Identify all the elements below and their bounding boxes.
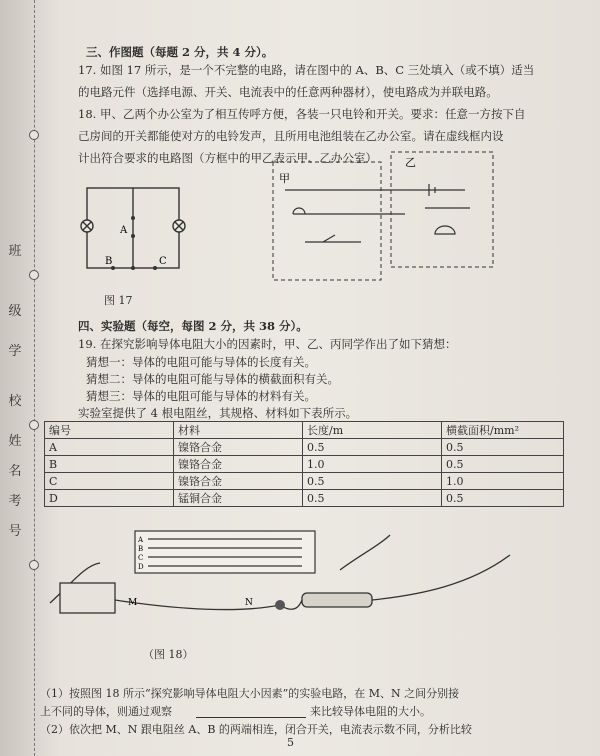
answer-blank[interactable] (196, 717, 306, 718)
resistance-wire-board (135, 531, 315, 573)
question-18-line: 18. 甲、乙两个办公室为了相互传呼方便，各装一只电铃和开关。要求：任意一方按下自 (78, 107, 526, 121)
svg-text:B: B (138, 545, 144, 553)
question-17-line: 的电路元件（选择电源、开关、电流表中的任意两种器材），使电路成为并联电路。 (78, 85, 498, 99)
table-cell: 0.5 (303, 473, 442, 490)
table-row (45, 473, 564, 490)
question-19-intro: 19. 在探究影响导体电阻大小的因素时，甲、乙、丙同学作出了如下猜想： (78, 337, 457, 351)
table-header: 长度/m (303, 422, 442, 439)
margin-char: 考 (8, 494, 22, 509)
table-cell: 1.0 (442, 473, 564, 490)
binding-line (34, 0, 36, 756)
question-1-line-2b: 来比较导体电阻的大小。 (310, 705, 431, 718)
fig17-label-a: A (120, 225, 128, 236)
section-3-header: 三、作图题（每题 2 分，共 4 分）。 (86, 45, 274, 59)
margin-char: 校 (8, 394, 22, 409)
table-cell: 0.5 (303, 439, 442, 456)
margin-char: 姓 (8, 434, 22, 449)
binding-hole (29, 270, 39, 280)
figure-17-caption: 图 17 (104, 294, 133, 307)
guess-3: 猜想三：导体的电阻可能与导体的材料有关。 (86, 389, 316, 403)
section-4-header: 四、实验题（每空，每图 2 分，共 38 分）。 (78, 319, 308, 333)
question-17-line: 17. 如图 17 所示，是一个不完整的电路，请在图中的 A、B、C 三处填入（或不填）适当 (78, 63, 535, 77)
table-header: 编号 (45, 422, 174, 439)
table-row (45, 490, 564, 507)
table-row (45, 456, 564, 473)
question-2-line: （2）依次把 M、N 跟电阻丝 A、B 的两端相连，闭合开关，电流表示数不同，分析比较 (40, 723, 472, 736)
binding-hole (29, 560, 39, 570)
resistance-wire-table (44, 421, 564, 507)
guess-1: 猜想一：导体的电阻可能与导体的长度有关。 (86, 355, 316, 369)
table-cell: 0.5 (442, 456, 564, 473)
table-cell: D (45, 490, 174, 507)
svg-text:C: C (138, 554, 144, 562)
table-cell: B (45, 456, 174, 473)
office-yi-label: 乙 (405, 156, 416, 169)
table-cell: 锰铜合金 (174, 490, 303, 507)
table-header-row (45, 422, 564, 439)
table-cell: 镍铬合金 (174, 473, 303, 490)
svg-text:A: A (138, 536, 144, 544)
table-header: 横截面积/mm² (442, 422, 564, 439)
table-row (45, 439, 564, 456)
fig17-label-b: B (105, 256, 113, 267)
svg-text:M: M (128, 598, 138, 608)
question-18-line: 计出符合要求的电路图（方框中的甲乙表示甲、乙办公室） (78, 151, 377, 165)
switch (275, 600, 285, 610)
svg-text:N: N (245, 598, 253, 608)
table-cell: 镍铬合金 (174, 456, 303, 473)
table-intro: 实验室提供了 4 根电阻丝，其规格、材料如下表所示。 (78, 406, 358, 420)
table-cell: C (45, 473, 174, 490)
question-1-line: （1）按照图 18 所示“探究影响导体电阻大小因素”的实验电路，在 M、N 之间分别接 (40, 687, 460, 700)
ammeter (60, 583, 115, 613)
margin-char: 学 (8, 344, 22, 359)
margin-char: 名 (8, 464, 22, 479)
office-jia-label: 甲 (279, 172, 290, 185)
office-circuit-figure (265, 150, 497, 285)
page-number: 5 (287, 736, 294, 749)
svg-text:D: D (138, 563, 144, 571)
guess-2: 猜想二：导体的电阻可能与导体的横截面积有关。 (86, 372, 339, 386)
battery (302, 593, 372, 607)
table-cell: 0.5 (442, 439, 564, 456)
margin-char: 号 (8, 524, 22, 539)
margin-char: 级 (8, 304, 22, 319)
fig17-label-c: C (159, 256, 167, 267)
margin-char: 班 (8, 244, 22, 259)
table-cell: 1.0 (303, 456, 442, 473)
question-18-line: 己房间的开关都能使对方的电铃发声，且所用电池组装在乙办公室。请在虚线框内设 (78, 129, 504, 143)
question-1-line-2a: 上不同的导体，则通过观察 (40, 705, 172, 718)
table-cell: 0.5 (442, 490, 564, 507)
table-cell: 镍铬合金 (174, 439, 303, 456)
figure-18-caption: （图 18） (143, 648, 194, 661)
binding-hole (29, 420, 39, 430)
binding-hole (29, 130, 39, 140)
table-cell: 0.5 (303, 490, 442, 507)
table-cell: A (45, 439, 174, 456)
figure-17-circuit (75, 178, 195, 283)
table-header: 材料 (174, 422, 303, 439)
figure-18-circuit (40, 525, 560, 640)
